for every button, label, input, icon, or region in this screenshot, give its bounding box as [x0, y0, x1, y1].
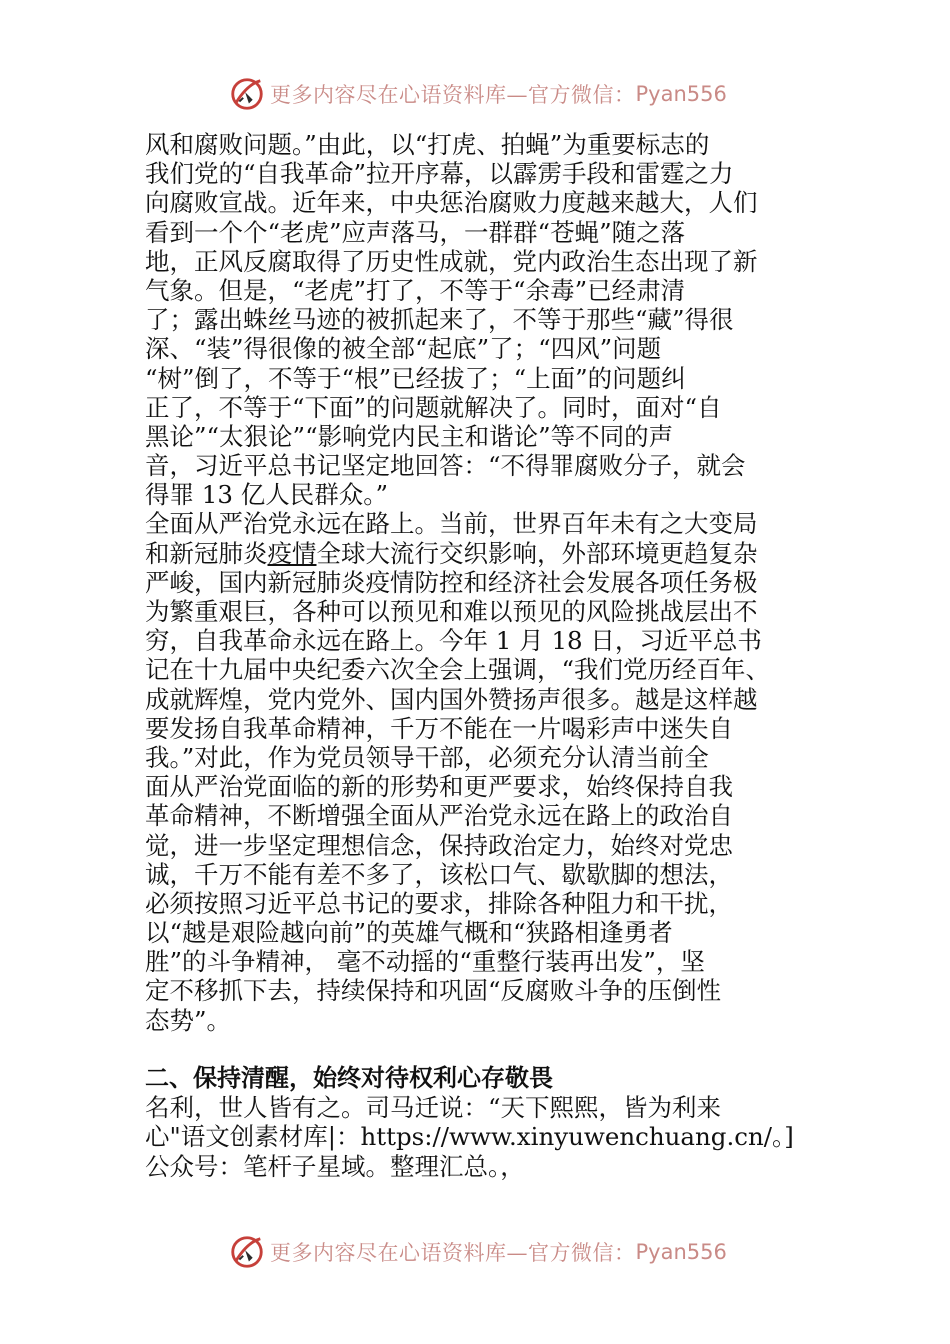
text-line: 穷，自我革命永远在路上。今年 1 月 18 日，习近平总书	[145, 626, 762, 656]
epidemic-link[interactable]: 疫情	[267, 538, 317, 568]
text-line: 气象。但是，“老虎”打了，不等于“余毒”已经肃清	[145, 275, 686, 305]
text-line: 音，习近平总书记坚定地回答：“不得罪腐败分子，就会	[145, 451, 746, 481]
section-heading: 二、保持清醒，始终对待权利心存敬畏	[145, 1064, 553, 1092]
text-line: 我。”对此，作为党员领导干部，必须充分认清当前全	[145, 742, 709, 772]
text-line: 了；露出蛛丝马迹的被抓起来了，不等于那些“藏”得很	[145, 305, 734, 335]
text-line: 我们党的“自我革命”拉开序幕，以霹雳手段和雷霆之力	[145, 159, 734, 189]
text-line: 心"语文创素材库|：https://www.xinyuwenchuang.cn/。]	[145, 1122, 794, 1152]
text-line: 严峻，国内新冠肺炎疫情防控和经济社会发展各项任务极	[145, 567, 758, 597]
text-line: 定不移抓下去，持续保持和巩固“反腐败斗争的压倒性	[145, 976, 722, 1006]
footer-banner-text: 更多内容尽在心语资料库—官方微信：	[270, 1241, 636, 1265]
text-line: 为繁重艰巨，各种可以预见和难以预见的风险挑战层出不	[145, 597, 758, 626]
text-line: 公众号：笔杆子星域。整理汇总。，	[145, 1151, 525, 1181]
footer-watermark-banner	[228, 1232, 748, 1272]
text-line: 风和腐败问题。”由此，以“打虎、拍蝇”为重要标志的	[145, 130, 710, 159]
text-line: 革命精神，不断增强全面从严治党永远在路上的政治自	[145, 801, 733, 831]
header-banner-wechat-id: Pyan556	[635, 82, 727, 106]
paragraph-gap	[145, 1035, 795, 1064]
text-line: 态势”。	[145, 1005, 232, 1035]
text-line: 胜”的斗争精神， 毫不动摇的“重整行装再出发”，坚	[145, 947, 705, 977]
text-line: 黑论”“太狠论”“影响党内民主和谐论”等不同的声	[145, 421, 674, 451]
footer-banner-wechat-id: Pyan556	[635, 1240, 727, 1264]
pen-logo-icon	[228, 1233, 266, 1271]
text-span: 和新冠肺炎	[145, 538, 268, 568]
header-banner-text: 更多内容尽在心语资料库—官方微信：	[270, 83, 636, 107]
document-body	[145, 130, 795, 1181]
text-line: 深、“装”得很像的被全部“起底”了；“四风”问题	[145, 334, 662, 364]
text-line: 正了，不等于“下面”的问题就解决了。同时，面对“自	[145, 392, 722, 422]
text-line: 看到一个个“老虎”应声落马，一群群“苍蝇”随之落	[145, 217, 686, 247]
text-line: “树”倒了，不等于“根”已经拔了；“上面”的问题纠	[145, 363, 686, 393]
text-line: 以“越是艰险越向前”的英雄气概和“狭路相逢勇者	[145, 918, 673, 948]
text-line: 诚，千万不能有差不多了，该松口气、歇歇脚的想法，	[145, 859, 733, 889]
text-line: 得罪 13 亿人民群众。”	[145, 480, 389, 510]
text-line: 全面从严治党永远在路上。当前，世界百年未有之大变局	[145, 509, 758, 539]
text-line: 向腐败宣战。近年来，中央惩治腐败力度越来越大，人们	[145, 188, 758, 218]
header-watermark-banner	[228, 74, 748, 114]
text-line: 成就辉煌，党内党外、国内国外赞扬声很多。越是这样越	[145, 684, 758, 714]
text-line	[145, 539, 795, 568]
text-line: 记在十九届中央纪委六次全会上强调，“我们党历经百年、	[145, 655, 771, 685]
text-line: 觉，进一步坚定理想信念，保持政治定力，始终对党忠	[145, 830, 733, 860]
pen-logo-icon	[228, 75, 266, 113]
text-line: 要发扬自我革命精神，千万不能在一片喝彩声中迷失自	[145, 713, 733, 743]
text-line: 名利，世人皆有之。司马迁说：“天下熙熙，皆为利来	[145, 1093, 722, 1123]
text-line: 面从严治党面临的新的形势和更严要求，始终保持自我	[145, 772, 733, 802]
text-span: 全球大流行交织影响，外部环境更趋复杂	[316, 538, 758, 568]
text-line: 必须按照习近平总书记的要求，排除各种阻力和干扰，	[145, 888, 733, 918]
text-line: 地，正风反腐取得了历史性成就，党内政治生态出现了新	[145, 246, 758, 276]
